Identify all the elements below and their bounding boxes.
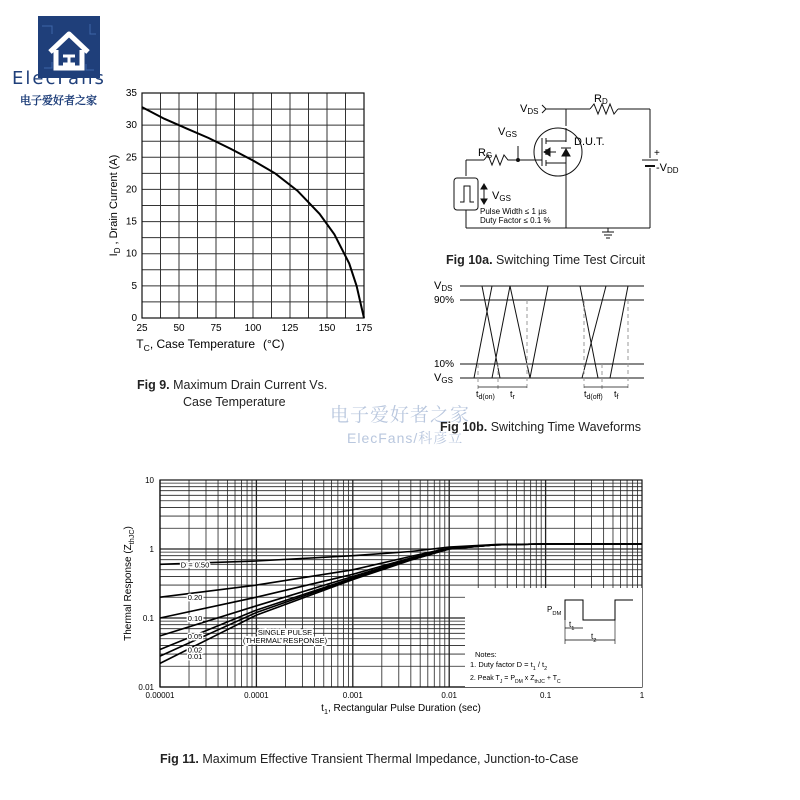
brand-chinese: 电子爱好者之家 [20, 94, 97, 107]
fig9-xtick-label: 25 [136, 323, 148, 334]
fig11-chart [115, 470, 655, 720]
fig10b-caption-text: Switching Time Waveforms [490, 420, 641, 434]
fig11-xlabel: $t_1$, Rectangular Pulse Duration (sec) [321, 703, 481, 716]
fig9-xtick-label: 150 [318, 323, 336, 334]
fig9-ytick-label: 20 [125, 184, 137, 196]
fig11-note1: 1. Duty factor $D = t_1 / t_2$ [470, 660, 548, 672]
fig9-ytick-label: 30 [125, 120, 137, 132]
fig9-ytick-label: 5 [131, 280, 137, 292]
watermark-line2: ElecFans/科彦立 [347, 430, 464, 446]
fig9-caption-line2: Case Temperature [183, 395, 286, 409]
fig11-t1-label: $t_1$ [569, 620, 575, 632]
fig11-xtick-label: 0.1 [540, 691, 552, 700]
fig10a-vds-label: VDS [520, 103, 539, 116]
fig11-single-pulse-label: SINGLE PULSE [257, 628, 313, 637]
fig11-xtick-label: 0.00001 [145, 691, 175, 700]
fig9-xlabel: $T_C$, Case Temperature [136, 337, 255, 353]
fig10a-vgs2-label: VGS [492, 190, 511, 203]
fig9-label: Fig 9. [137, 378, 170, 392]
fig9-xtick-label: 100 [244, 323, 262, 334]
fig11-ytick-label: 0.01 [138, 683, 154, 692]
fig9-ytick-label: 0 [131, 313, 137, 324]
fig11-xtick-label: 0.01 [441, 691, 457, 700]
fig9-xtick-label: 125 [281, 323, 299, 334]
fig9-ytick-label: 15 [125, 216, 137, 228]
fig9-xlabel-unit: (°C) [263, 337, 285, 351]
fig11-label: Fig 11. [160, 752, 199, 766]
fig11-series-label: 0.20 [187, 593, 203, 603]
fig10a-label: Fig 10a. [446, 253, 493, 267]
fig11-ytick-label: 10 [145, 476, 154, 485]
fig11-xtick-label: 0.001 [342, 691, 363, 700]
brand-name: ElecFans [12, 68, 106, 89]
fig10b-tdon-label: $t_{d(on)}$ [476, 389, 495, 401]
fig10a-vdd-label: -VDD [656, 162, 679, 175]
fig11-xtick-label: 0.0001 [244, 691, 269, 700]
fig11-caption-text: Maximum Effective Transient Thermal Impedance, Junction-to-Case [202, 752, 579, 766]
fig11-ylabel: Thermal Response $(Z_{thJC})$ [123, 526, 136, 641]
fig10a-rg-label: RG [478, 147, 493, 160]
fig10b-label: Fig 10b. [440, 420, 488, 434]
fig11-note2: 2. Peak $T_J = P_{DM}$ x $Z_{thJC} + T_C$ [470, 675, 561, 685]
fig11-ytick-label: 1 [149, 545, 154, 554]
fig10a-vgs-label: VGS [498, 126, 517, 139]
fig9-xtick-label: 50 [173, 323, 185, 334]
fig9-chart [95, 85, 395, 355]
fig11-ytick-label: 0.1 [142, 614, 154, 623]
fig9-ytick-label: 35 [125, 88, 137, 99]
fig9-ylabel: $I_D$ , Drain Current (A) [108, 154, 122, 257]
fig9-grid [142, 93, 364, 318]
fig10a-rd-label: RD [594, 93, 608, 106]
fig10a-duty-factor: Duty Factor ≤ 0.1 % [480, 216, 551, 225]
watermark-line1: 电子爱好者之家 [330, 405, 471, 426]
fig10a-vdd-plus: + [654, 148, 660, 159]
fig10b-10-label: 10% [434, 359, 455, 370]
fig9-xtick-label: 175 [355, 323, 373, 334]
fig10b-caption [440, 420, 641, 434]
fig10b-vds-label: VDS [434, 280, 453, 293]
fig10b-90-label: 90% [434, 295, 455, 306]
fig11-series-label: 0.10 [187, 614, 203, 623]
fig10b-tf-label: $t_f$ [614, 389, 619, 401]
fig11-thermal-response-label: (THERMAL RESPONSE) [242, 636, 328, 645]
fig10a-circuit [440, 88, 700, 248]
fig10a-caption-text: Switching Time Test Circuit [496, 253, 646, 267]
fig11-pdm-label: $P_{DM}$ [547, 605, 562, 617]
fig10b-waveforms [430, 273, 650, 403]
fig9-caption-line1: Maximum Drain Current Vs. [173, 378, 328, 392]
fig11-caption [160, 752, 578, 766]
fig10b-tdoff-label: $t_{d(off)}$ [584, 389, 603, 401]
fig9-ytick-label: 10 [125, 248, 137, 260]
fig11-xtick-label: 1 [639, 691, 645, 700]
fig10b-vgs-label: VGS [434, 372, 453, 385]
fig10a-dut-label: D.U.T. [574, 136, 605, 148]
fig10b-tr-label: $t_r$ [510, 389, 515, 401]
fig11-series-label: 0.02 [187, 645, 203, 655]
fig11-t2-label: $t_2$ [591, 632, 597, 644]
fig11-series-label: D = 0.50 [180, 560, 210, 570]
fig9-ytick-label: 25 [125, 152, 137, 164]
fig10a-pulse-width: Pulse Width ≤ 1 µs [480, 207, 547, 216]
fig11-series-label: 0.01 [187, 652, 203, 662]
fig9-xtick-label: 75 [210, 323, 222, 334]
fig10a-caption [446, 253, 645, 267]
fig11-notes-title: Notes: [475, 650, 497, 659]
fig11-series-label: 0.05 [187, 631, 203, 641]
fig9-caption [137, 378, 327, 392]
